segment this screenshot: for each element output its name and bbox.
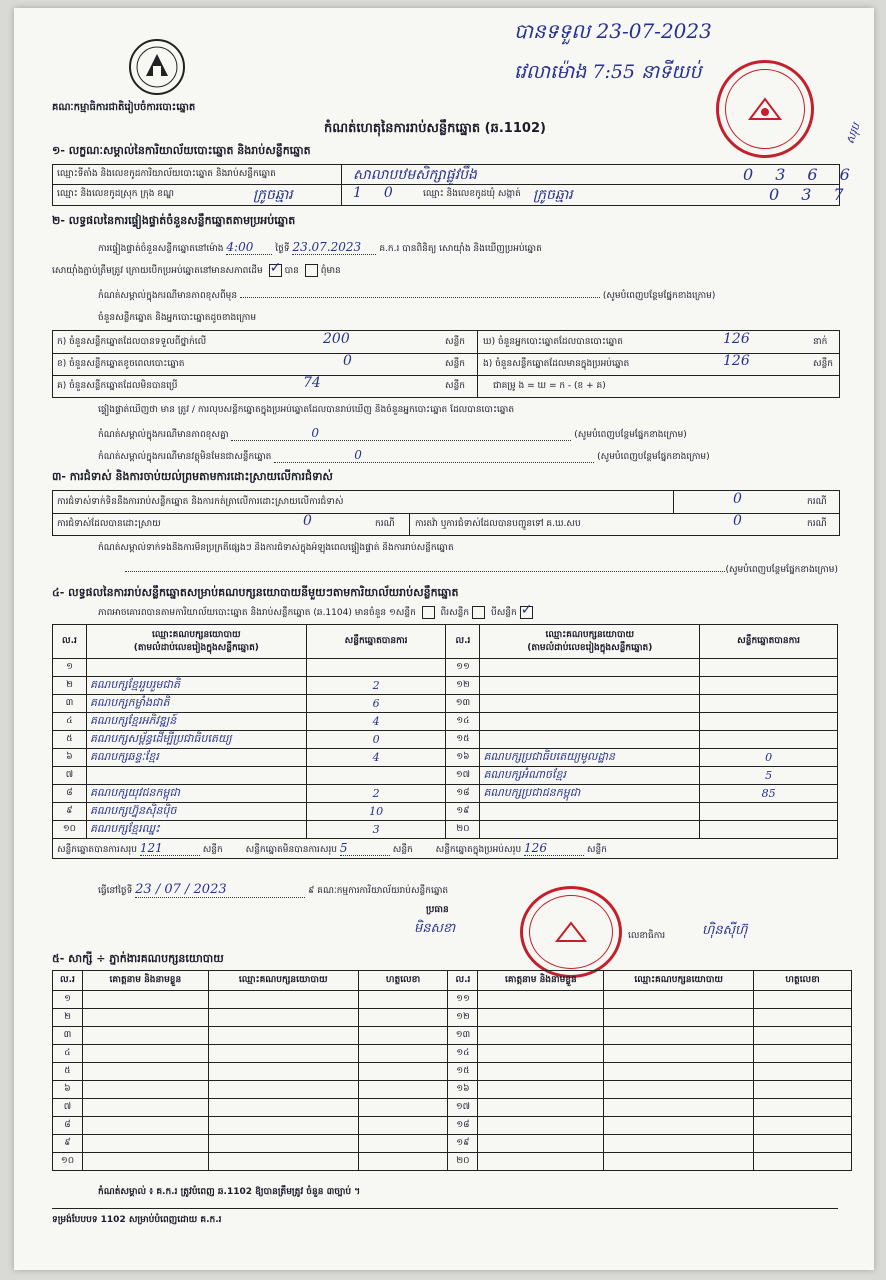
verify-date-label: ថ្ងៃទី [275, 244, 290, 254]
party-name: គណបក្សប្រជាធិបតេយ្យមូលដ្ឋាន [480, 749, 700, 767]
seal-yes-label: បាន [284, 266, 299, 276]
witness-row [53, 1135, 852, 1153]
stamp-emblem-icon [745, 94, 785, 124]
party-name: គណបក្សអំណាចខ្មែរ [480, 767, 700, 785]
witness-note: កំណត់សម្គាល់ ៖ គ.ក.រ ត្រូវបំពេញ ឆ.1102 ឱ្យបានត្រឹមត្រូវ ចំនួន ៣ច្បាប់ ។ [98, 1187, 361, 1197]
section-1-box [52, 164, 872, 206]
witness-cell [82, 1099, 208, 1117]
witness-no: ២ [53, 1009, 83, 1027]
party-no: ១១ [446, 659, 480, 677]
witness-row [53, 1081, 852, 1099]
seal-no-label: ពុំមាន [320, 266, 341, 276]
witness-cell [604, 1045, 754, 1063]
received-ballots-unit: សន្លឹក [445, 337, 465, 347]
party-no: ៧ [53, 767, 87, 785]
total-valid-unit: សន្លឹក [202, 844, 223, 855]
witness-cell [478, 1063, 604, 1081]
witness-cell [208, 991, 358, 1009]
section-2-heading: ២- លទ្ធផលនៃការផ្ទៀងផ្ទាត់ចំនួនសន្លឹកឆ្នោតតាមប្រអប់ឆ្នោត [52, 214, 296, 227]
col-votes-right: សន្លឹកឆ្នោតបានការ [700, 625, 838, 659]
party-no: ១ [53, 659, 87, 677]
party-votes: 4 [306, 749, 446, 767]
witness-cell [754, 1063, 852, 1081]
party-votes: 2 [306, 677, 446, 695]
witness-cell [604, 1009, 754, 1027]
witness-cell [358, 1081, 448, 1099]
col-party-sub-left: (តាមលំដាប់លេខរៀងក្នុងសន្លឹកឆ្នោត) [133, 642, 259, 653]
total-box-value: 126 [524, 841, 584, 856]
party-name [480, 659, 700, 677]
witness-cell [604, 1135, 754, 1153]
party-name [86, 767, 306, 785]
sheets-intro: ភាពអាចគោរពបានតាមការិយាល័យបោះឆ្នោត និងរាប់សន្លឹកឆ្នោត (ឆ.1104) មានចំនួន ១សន្លឹក [98, 608, 416, 618]
stamp-emblem-icon [553, 919, 589, 945]
section-3-heading: ៣- ការជំទាស់ និងការចាប់យល់ព្រមតាមការដោះស្រាយលើការជំទាស់ [52, 470, 333, 483]
party-no: ១៤ [446, 713, 480, 731]
total-box-label: សន្លឹកឆ្នោតក្នុងប្រអប់សរុប [435, 844, 522, 855]
party-votes [700, 821, 838, 839]
party-name: គណបក្សកម្លាំងជាតិ [86, 695, 306, 713]
result-row [53, 803, 838, 821]
witness-no: ៧ [53, 1099, 83, 1117]
unused-ballots-label: គ) ចំនួនសន្លឹកឆ្នោតដែលមិនបានប្រើ [57, 381, 178, 391]
sheets-1-checkbox[interactable] [422, 606, 435, 619]
result-row [53, 749, 838, 767]
voters-label: ឃ) ចំនួនអ្នកបោះឆ្នោតដែលបានបោះឆ្នោត [483, 337, 623, 347]
party-votes [700, 659, 838, 677]
box-ballots-value: 126 [723, 353, 750, 369]
party-no: ៨ [53, 785, 87, 803]
sheets-2-checkbox[interactable] [472, 606, 485, 619]
verify-date: 23.07.2023 [292, 240, 376, 255]
party-name: គណបក្សប្រជាជនកម្ពុជា [480, 785, 700, 803]
counts-box [52, 330, 840, 398]
witness-no: ៥ [53, 1063, 83, 1081]
party-no: ១៦ [446, 749, 480, 767]
witness-cell [754, 1081, 852, 1099]
party-votes: 10 [306, 803, 446, 821]
official-stamp-bottom [520, 886, 622, 978]
location-value: សាលាបឋមសិក្សាផ្លូវបឹង [353, 167, 477, 183]
party-votes: 6 [306, 695, 446, 713]
party-name: គណបក្សខ្មែរឈ្នះ [86, 821, 306, 839]
witness-row [53, 1153, 852, 1171]
witness-no: ៩ [53, 1135, 83, 1153]
seal-no-checkbox[interactable] [305, 264, 318, 277]
witness-cell [478, 1135, 604, 1153]
total-box-unit: សន្លឹក [586, 844, 607, 855]
witness-cell [208, 1117, 358, 1135]
witness-cell [754, 1135, 852, 1153]
party-votes [700, 713, 838, 731]
side-note: សរុប [843, 121, 863, 146]
foreign-object-label: កំណត់សម្គាល់ក្នុងករណីមានវត្ថុមិនមែនជាសន្លឹកឆ្នោត [98, 452, 272, 462]
party-name [480, 821, 700, 839]
witness-row [53, 1009, 852, 1027]
result-row [53, 677, 838, 695]
witness-no: ៦ [53, 1081, 83, 1099]
w-col-no-left: ល.រ [53, 971, 83, 991]
col-votes-left: សន្លឹកឆ្នោតបានការ [306, 625, 446, 659]
total-invalid-label: សន្លឹកឆ្នោតមិនបានការសរុប [245, 844, 338, 855]
secretary-signature: ហ៊ិនស៊ីហ៊ុ [702, 923, 748, 938]
witness-no: ១៦ [448, 1081, 478, 1099]
w-col-party-left: ឈ្មោះគណបក្សនយោបាយ [208, 971, 358, 991]
witness-cell [604, 1153, 754, 1171]
diff-note-hint: (សូមបំពេញបន្ថែមផ្នែកខាងក្រោម) [602, 291, 716, 301]
witness-no: ១ [53, 991, 83, 1009]
party-votes [306, 659, 446, 677]
diff-label: កំណត់សម្គាល់ក្នុងករណីមានភាពខុសគ្នា [98, 430, 229, 440]
party-name [86, 659, 306, 677]
party-no: ១៨ [446, 785, 480, 803]
witness-cell [478, 1081, 604, 1099]
section-5-heading: ៥- សាក្សី ÷ ភ្នាក់ងារគណបក្សនយោបាយ [52, 952, 224, 965]
objection-count-label: ការជំទាស់ទាក់ទិននឹងការរាប់សន្លឹកឆ្នោត និងការកត់ត្រាលើការដោះស្រាយលើការជំទាស់ [57, 497, 344, 507]
formula: ជាគម្រូ ង = ឃ = ក - (ខ + គ) [493, 381, 606, 391]
total-invalid-value: 5 [340, 841, 390, 856]
party-no: ១៩ [446, 803, 480, 821]
verify-time: 4:00 [226, 240, 272, 255]
witness-cell [82, 1153, 208, 1171]
col-party-left: ឈ្មោះគណបក្សនយោបាយ [152, 629, 241, 640]
party-no: ១២ [446, 677, 480, 695]
district-code-3: 7 [833, 185, 866, 204]
unused-ballots-unit: សន្លឹក [445, 381, 465, 391]
party-name: គណបក្សខ្មែររួបរួមជាតិ [86, 677, 306, 695]
w-col-name-left: គោត្តនាម និងនាមខ្លួន [82, 971, 208, 991]
box-ballots-unit: សន្លឹក [813, 359, 833, 369]
witness-cell [82, 1063, 208, 1081]
witness-cell [358, 1045, 448, 1063]
witness-row [53, 1099, 852, 1117]
witness-no: ១១ [448, 991, 478, 1009]
resolved-value: 0 [303, 513, 312, 529]
witness-cell [754, 1027, 852, 1045]
party-no: ៥ [53, 731, 87, 749]
party-no: ៦ [53, 749, 87, 767]
witness-no: ១៣ [448, 1027, 478, 1045]
resolved-label: ការជំទាស់ដែលបានដោះស្រាយ [57, 519, 161, 529]
witness-cell [604, 1027, 754, 1045]
witness-no: ៣ [53, 1027, 83, 1045]
witness-cell [754, 1045, 852, 1063]
witness-cell [358, 1063, 448, 1081]
witness-cell [358, 1099, 448, 1117]
witness-cell [82, 1045, 208, 1063]
district-value: ក្រូចឆ្មារ [253, 187, 293, 203]
witness-cell [754, 1153, 852, 1171]
witness-row [53, 1117, 852, 1135]
objection-count-unit: ករណី [807, 497, 827, 507]
secretary-label: លេខាធិការ [628, 931, 666, 941]
form-page [14, 8, 874, 1270]
location-label: ឈ្មោះទីតាំង និងលេខកូដការិយាល័យបោះឆ្នោត និងរាប់សន្លឹកឆ្នោត [57, 169, 276, 179]
foreign-object-value: 0 [354, 448, 362, 462]
witness-cell [208, 1045, 358, 1063]
witness-no: ១៨ [448, 1117, 478, 1135]
witness-cell [208, 1153, 358, 1171]
org-name: គណៈកម្មាធិការជាតិរៀបចំការបោះឆ្នោត [52, 102, 196, 113]
district-label: ឈ្មោះ និងលេខកូដស្រុក ក្រុង ខណ្ឌ [57, 189, 174, 199]
witness-cell [478, 1027, 604, 1045]
foreign-object-hint: (សូមបំពេញបន្ថែមផ្នែកខាងក្រោម) [597, 452, 710, 462]
received-date-note: បានទទួល 23-07-2023 [514, 19, 712, 43]
witness-cell [604, 1117, 754, 1135]
col-no-left: ល.រ [53, 625, 87, 659]
made-at-label: ធ្វើនៅថ្ងៃទី [98, 886, 133, 896]
result-row [53, 713, 838, 731]
nec-logo [128, 38, 186, 96]
diff-note-label: កំណត់សម្គាល់ក្នុងករណីមានភាពខុសពីមុន [98, 291, 238, 301]
party-name: គណបក្សយុវជនកម្ពុជា [86, 785, 306, 803]
witness-cell [82, 1117, 208, 1135]
party-no: ១៣ [446, 695, 480, 713]
w-col-sign-left: ហត្ថលេខា [358, 971, 448, 991]
witness-cell [208, 1081, 358, 1099]
voters-value: 126 [723, 331, 750, 347]
col-no-right: ល.រ [446, 625, 480, 659]
party-no: ៩ [53, 803, 87, 821]
witness-no: ២០ [448, 1153, 478, 1171]
witness-no: ១៤ [448, 1045, 478, 1063]
party-no: ៣ [53, 695, 87, 713]
sheets-2-label: ពីរសន្លឹក [440, 608, 470, 618]
party-votes [306, 767, 446, 785]
diff-hint: (សូមបំពេញបន្ថែមផ្នែកខាងក្រោម) [574, 430, 687, 440]
irregularity-note: កំណត់សម្គាល់ទាក់ទងនឹងការមិនប្រក្រតីផ្សេងៗ និងការជំទាស់ក្នុងអំឡុងពេលផ្ទៀងផ្ទាត់ និងការរាប់សន្លឹកឆ្នោត [98, 543, 454, 553]
witness-row [53, 1027, 852, 1045]
witness-cell [82, 1135, 208, 1153]
footer-form-id: ទម្រង់បែបបទ 1102 សម្រាប់បំពេញដោយ គ.ក.រ [52, 1215, 222, 1225]
witness-cell [358, 1027, 448, 1045]
witness-cell [208, 1135, 358, 1153]
witness-cell [478, 1117, 604, 1135]
party-no: ៤ [53, 713, 87, 731]
w-col-name-right: គោត្តនាម និងនាមខ្លួន [478, 971, 604, 991]
witness-cell [208, 1063, 358, 1081]
district-code-1: 0 [769, 185, 802, 204]
result-row [53, 731, 838, 749]
district-code-2: 3 [801, 185, 834, 204]
station-code-4: 6 [839, 165, 872, 184]
chair-label: ប្រធាន [426, 905, 449, 915]
witness-cell [604, 1063, 754, 1081]
result-row [53, 785, 838, 803]
w-col-no-right: ល.រ [448, 971, 478, 991]
witness-no: ១០ [53, 1153, 83, 1171]
objection-count-value: 0 [733, 491, 742, 507]
section-1-heading: ១- លក្ខណៈសម្គាល់នៃការិយាល័យបោះឆ្នោត និងរាប់សន្លឹកឆ្នោត [52, 144, 311, 157]
party-votes: 0 [306, 731, 446, 749]
party-votes [700, 695, 838, 713]
objections-box [52, 490, 840, 536]
witness-no: ៤ [53, 1045, 83, 1063]
party-name [480, 803, 700, 821]
w-col-sign-right: ហត្ថលេខា [754, 971, 852, 991]
made-tail: ៩ គណៈកម្មការការិយាល័យរាប់សន្លឹកឆ្នោត [308, 886, 449, 896]
party-no: ១០ [53, 821, 87, 839]
counts-subtitle: ចំនួនសន្លឹកឆ្នោត និងអ្នកបោះឆ្នោតដូចខាងក្រោម [98, 313, 257, 323]
party-name: គណបក្សសម្ព័ន្ធដើម្បីប្រជាធិបតេយ្យ [86, 731, 306, 749]
made-date: 23 / 07 / 2023 [135, 882, 305, 898]
witness-no: ១៥ [448, 1063, 478, 1081]
witness-row [53, 991, 852, 1009]
witness-cell [82, 1009, 208, 1027]
received-time-note: វេលាម៉ោង 7:55 នាទីយប់ [514, 61, 702, 83]
witness-cell [604, 1099, 754, 1117]
col-party-sub-right: (តាមលំដាប់លេខរៀងក្នុងសន្លឹកឆ្នោត) [527, 642, 653, 653]
total-valid-value: 121 [140, 841, 200, 856]
witness-cell [82, 991, 208, 1009]
seal-yes-checkbox[interactable] [269, 264, 282, 277]
party-votes [700, 677, 838, 695]
witness-cell [82, 1081, 208, 1099]
party-no: ១៥ [446, 731, 480, 749]
station-code-3: 6 [807, 165, 840, 184]
witness-cell [358, 991, 448, 1009]
spoiled-ballots-value: 0 [343, 353, 352, 369]
witness-table [52, 970, 852, 1171]
sheets-3-checkbox[interactable] [520, 606, 533, 619]
witness-cell [208, 1099, 358, 1117]
party-no: ២០ [446, 821, 480, 839]
witness-cell [478, 1153, 604, 1171]
party-votes: 5 [700, 767, 838, 785]
witness-cell [208, 1027, 358, 1045]
spoiled-ballots-label: ខ) ចំនួនសន្លឹកឆ្នោតខូចពេលបោះឆ្នោត [57, 359, 185, 369]
witness-cell [478, 1099, 604, 1117]
result-row [53, 659, 838, 677]
forwarded-value: 0 [733, 513, 742, 529]
party-no: ១៧ [446, 767, 480, 785]
commune-label: ឈ្មោះ និងលេខកូដឃុំ សង្កាត់ [423, 189, 521, 199]
party-name: គណបក្សខ្មែរអភិវឌ្ឍន៍ [86, 713, 306, 731]
irregularity-hint: (សូមបំពេញបន្ថែមផ្នែកខាងក្រោម) [725, 565, 838, 575]
witness-cell [754, 991, 852, 1009]
witness-cell [478, 1045, 604, 1063]
witness-no: ១២ [448, 1009, 478, 1027]
witness-row [53, 1063, 852, 1081]
resolved-unit: ករណី [375, 519, 395, 529]
witness-cell [754, 1009, 852, 1027]
verify-line-label: ការផ្ទៀងផ្ទាត់ចំនួនសន្លឹកឆ្នោតនៅម៉ោង [98, 244, 224, 254]
forwarded-unit: ករណី [807, 519, 827, 529]
sheets-3-label: បីសន្លឹក [491, 608, 517, 618]
voters-unit: នាក់ [813, 337, 828, 347]
spoiled-ballots-unit: សន្លឹក [445, 359, 465, 369]
col-party-right: ឈ្មោះគណបក្សនយោបាយ [545, 629, 635, 640]
result-row [53, 767, 838, 785]
party-votes: 3 [306, 821, 446, 839]
total-invalid-unit: សន្លឹក [392, 844, 413, 855]
party-votes [700, 731, 838, 749]
witness-cell [604, 991, 754, 1009]
commune-value: ក្រូចឆ្មារ [533, 187, 573, 203]
witness-cell [358, 1135, 448, 1153]
party-votes [700, 803, 838, 821]
witness-no: ៨ [53, 1117, 83, 1135]
party-votes: 4 [306, 713, 446, 731]
box-ballots-label: ង) ចំនួនសន្លឹកឆ្នោតដែលមានក្នុងប្រអប់ឆ្នោត [483, 359, 630, 369]
official-stamp-top [716, 60, 814, 158]
result-row [53, 821, 838, 839]
party-name [480, 677, 700, 695]
commune-code-2: 0 [383, 185, 415, 201]
witness-cell [208, 1009, 358, 1027]
received-ballots-label: ក) ចំនួនសន្លឹកឆ្នោតដែលបានទទួលពីថ្នាក់លើ [57, 337, 207, 347]
party-votes: 85 [700, 785, 838, 803]
party-name [480, 695, 700, 713]
received-ballots-value: 200 [323, 331, 350, 347]
forwarded-label: ការតវ៉ា ឬការជំទាស់ដែលបានបញ្ជូនទៅ គ.ឃ.សប [415, 519, 581, 529]
party-name: គណបក្សហ្វ៊ុនស៊ិនប៉ិច [86, 803, 306, 821]
unused-ballots-value: 74 [303, 375, 321, 391]
station-code-2: 3 [775, 165, 808, 184]
seal-line: សោយ៉ាំងភ្ជាប់ត្រឹមត្រូវ ក្រោយបើកប្រអប់ឆ្នោតនៅមានសភាពដើម [52, 266, 263, 276]
party-name [480, 731, 700, 749]
chair-signature: មិនសខា [414, 921, 456, 936]
party-no: ២ [53, 677, 87, 695]
witness-cell [478, 991, 604, 1009]
witness-row [53, 1045, 852, 1063]
witness-cell [604, 1081, 754, 1099]
witness-cell [754, 1117, 852, 1135]
station-code-1: 0 [743, 165, 776, 184]
witness-no: ១៩ [448, 1135, 478, 1153]
witness-cell [82, 1027, 208, 1045]
form-title: កំណត់ហេតុនៃការរាប់សន្លឹកឆ្នោត (ឆ.1102) [324, 121, 546, 136]
witness-cell [478, 1009, 604, 1027]
match-line: ផ្ទៀងផ្ទាត់ឃើញថា មាន ត្រូវ / ការលុបសន្លឹកឆ្នោតក្នុងប្រអប់ឆ្នោតដែលបានរាប់ឃើញ និងចំនួនអ្នកបោះឆ្នោត ដែលបានបោះឆ្នោត [98, 405, 515, 415]
diff-value: 0 [311, 426, 320, 440]
witness-cell [754, 1099, 852, 1117]
witness-no: ១៧ [448, 1099, 478, 1117]
result-row [53, 695, 838, 713]
verify-line-tail: គ.ក.រ បានពិនិត្យ សោយ៉ាំង និងឃើញប្រអប់ឆ្នោត [379, 244, 542, 254]
party-votes: 2 [306, 785, 446, 803]
results-table [52, 624, 838, 859]
witness-cell [358, 1153, 448, 1171]
commune-code-1: 1 [353, 185, 384, 201]
witness-cell [358, 1117, 448, 1135]
party-votes: 0 [700, 749, 838, 767]
total-valid-label: សន្លឹកឆ្នោតបានការសរុប [57, 844, 137, 855]
w-col-party-right: ឈ្មោះគណបក្សនយោបាយ [604, 971, 754, 991]
party-name [480, 713, 700, 731]
section-4-heading: ៤- លទ្ធផលនៃការរាប់សន្លឹកឆ្នោតសម្រាប់គណបក្សនយោបាយនីមួយៗតាមការិយាល័យរាប់សន្លឹកឆ្នោត [52, 586, 459, 599]
party-name: គណបក្សឆន្ទៈខ្មែរ [86, 749, 306, 767]
witness-cell [358, 1009, 448, 1027]
